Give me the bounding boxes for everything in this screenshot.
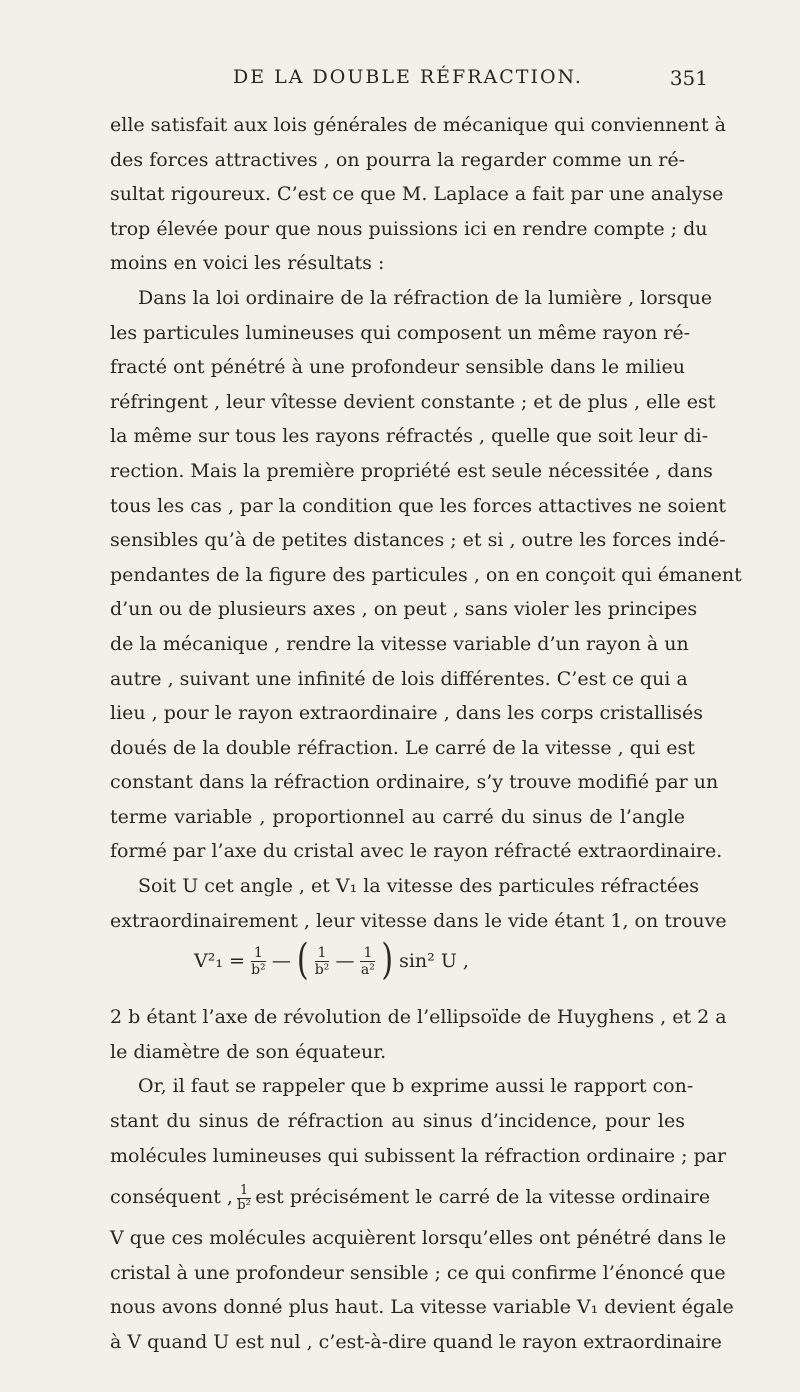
- text-line: de la mécanique , rendre la vitesse variable d’un rayon à un: [110, 632, 689, 655]
- text-line: stant du sinus de réfraction au sinus d’incidence, pour les: [110, 1110, 685, 1133]
- text-line: autre , suivant une infinité de lois différentes. C’est ce qui a: [110, 667, 688, 690]
- fraction-2: [315, 945, 330, 978]
- text-line: sensibles qu’à de petites distances ; et si , outre les forces indé-: [110, 529, 726, 552]
- fraction-denominator: b²: [251, 962, 266, 979]
- text-line: 2 b étant l’axe de révolution de l’ellipsoïde de Huyghens , et 2 a: [110, 1006, 727, 1029]
- equation-equals: =: [228, 950, 245, 973]
- equation-lhs: V²₁: [194, 950, 223, 973]
- running-head: DE LA DOUBLE RÉFRACTION.: [233, 66, 583, 88]
- text-line: des forces attractives , on pourra la regarder comme un ré-: [110, 148, 685, 171]
- fraction-numerator: 1: [360, 945, 375, 962]
- text-line: les particules lumineuses qui composent un même rayon ré-: [110, 321, 691, 344]
- text-line: moins en voici les résultats :: [110, 252, 385, 275]
- fraction-3: [360, 945, 375, 978]
- text-line: lieu , pour le rayon extraordinaire , dans les corps cristallisés: [110, 702, 704, 725]
- equation-tail: sin² U ,: [399, 950, 469, 973]
- text-line: constant dans la réfraction ordinaire, s’y trouve modifié par un: [110, 771, 719, 794]
- text-line: cristal à une profondeur sensible ; ce qui confirme l’énoncé que: [110, 1261, 726, 1284]
- paragraph-4: [110, 1000, 727, 1069]
- text-line: à V quand U est nul , c’est-à-dire quand le rayon extraordinaire: [110, 1331, 722, 1353]
- text-line: tous les cas , par la condition que les forces attactives ne soient: [110, 494, 727, 517]
- text-fragment: conséquent ,: [110, 1186, 233, 1209]
- text-line: formé par l’axe du cristal avec le rayon réfracté extraordinaire.: [110, 840, 723, 863]
- text-line: fracté ont pénétré à une profondeur sensible dans le milieu: [110, 356, 685, 379]
- text-line: extraordinairement , leur vitesse dans le vide étant 1, on trouve: [110, 909, 727, 932]
- fraction-1: [251, 945, 266, 978]
- text-line: elle satisfait aux lois générales de mécanique qui conviennent à: [110, 114, 726, 136]
- text-line: V que ces molécules acquièrent lorsqu’elles ont pénétré dans le: [110, 1227, 727, 1250]
- text-line: terme variable , proportionnel au carré du sinus de l’angle: [110, 805, 685, 828]
- page-number: 351: [669, 66, 708, 90]
- text-line: trop élevée pour que nous puissions ici en rendre compte ; du: [110, 217, 708, 240]
- fraction-numerator: 1: [251, 945, 266, 962]
- paragraph-3: [110, 869, 727, 938]
- right-paren: ): [381, 935, 394, 985]
- body-text: [110, 108, 742, 1360]
- minus-sign: —: [335, 950, 355, 973]
- text-line: réfringent , leur vîtesse devient constante ; et de plus , elle est: [110, 390, 716, 413]
- text-line: Soit U cet angle , et V₁ la vitesse des particules réfractées: [138, 875, 699, 898]
- fraction-denominator: b²: [314, 962, 330, 979]
- text-line: Dans la loi ordinaire de la réfraction de la lumière , lorsque: [138, 286, 713, 309]
- paragraph-1: [110, 108, 726, 281]
- text-line: Or, il faut se rappeler que b exprime aussi le rapport con-: [138, 1075, 694, 1098]
- text-line-with-fraction: [110, 1173, 711, 1221]
- minus-sign: —: [271, 950, 291, 973]
- text-line: la même sur tous les rayons réfractés , quelle que soit leur di-: [110, 425, 709, 448]
- paragraph-6: [110, 1221, 734, 1359]
- page-header: [168, 66, 708, 96]
- text-line: rection. Mais la première propriété est seule nécessitée , dans: [110, 459, 713, 482]
- fraction-denominator: b²: [237, 1197, 251, 1213]
- text-line: molécules lumineuses qui subissent la réfraction ordinaire ; par: [110, 1144, 727, 1167]
- fraction-numerator: 1: [237, 1184, 251, 1199]
- text-line: sultat rigoureux. C’est ce que M. Laplace a fait par une analyse: [110, 183, 724, 206]
- fraction-denominator: a²: [360, 962, 375, 979]
- inline-fraction: [237, 1184, 251, 1213]
- left-paren: (: [296, 935, 309, 985]
- text-line: pendantes de la figure des particules , on en conçoit qui émanent: [110, 563, 742, 586]
- fraction-numerator: 1: [315, 945, 330, 962]
- paragraph-5: [110, 1069, 727, 1221]
- text-fragment: est précisément le carré de la vitesse ordinaire: [255, 1186, 711, 1209]
- equation: [110, 935, 685, 1000]
- text-line: doués de la double réfraction. Le carré de la vitesse , qui est: [110, 736, 695, 759]
- text-line: d’un ou de plusieurs axes , on peut , sans violer les principes: [110, 598, 698, 621]
- paragraph-2: [110, 281, 742, 869]
- text-line: le diamètre de son équateur.: [110, 1040, 387, 1063]
- text-line: nous avons donné plus haut. La vitesse variable V₁ devient égale: [110, 1296, 734, 1319]
